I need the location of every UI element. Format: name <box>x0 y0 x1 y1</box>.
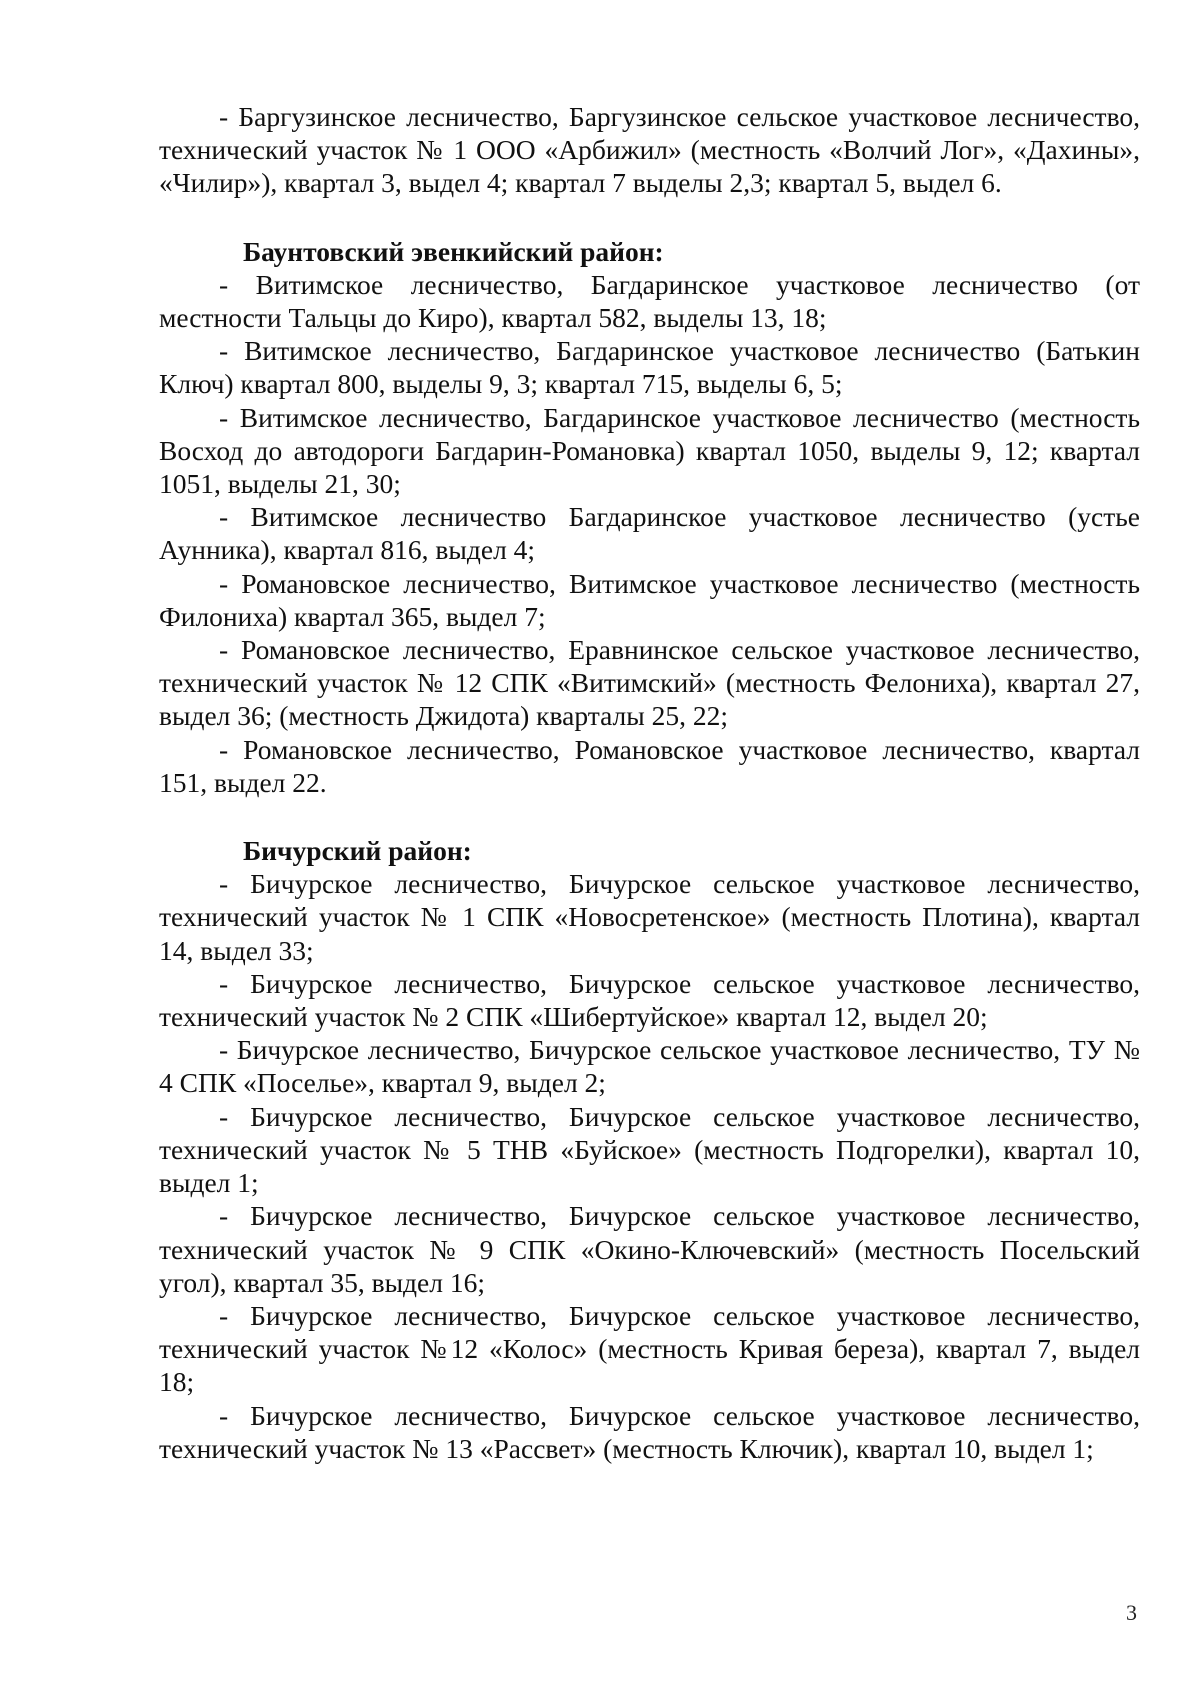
list-item: - Бичурское лесничество, Бичурское сельское участковое лесничество, технический участок № 13 «Рассвет» (местность Ключик), квартал 10, выдел 1; <box>159 1399 1140 1464</box>
list-item: - Витимское лесничество, Багдаринское участковое лесничество (Батькин Ключ) квартал 800, выделы 9, 3; квартал 715, выделы 6, 5; <box>159 335 1140 400</box>
section-heading-bichursky: Бичурский район: <box>243 835 472 867</box>
list-item: - Витимское лесничество, Багдаринское участковое лесничество (от местности Тальцы до Киро), квартал 582, выделы 13, 18; <box>159 268 1140 334</box>
intro-item: - Баргузинское лесничество, Баргузинское сельское участковое лесничество, технический участок № 1 ООО «Арбижил» (местность «Волчий Лог», «Дахины», «Чилир»), квартал 3, выдел 4; квартал 7 выделы 2,3; квартал 5, выдел 6. <box>159 101 1140 199</box>
section-heading-bauntovsky: Баунтовский эвенкийский район: <box>243 235 664 267</box>
list-item: - Бичурское лесничество, Бичурское сельское участковое лесничество, технический участок № 1 СПК «Новосретенское» (местность Плотина), квартал 14, выдел 33; <box>159 868 1140 966</box>
list-item: - Бичурское лесничество, Бичурское сельское участковое лесничество, технический участок № 2 СПК «Шибертуйское» квартал 12, выдел 20; <box>159 967 1140 1033</box>
list-item: - Бичурское лесничество, Бичурское сельское участковое лесничество, технический участок № 9 СПК «Окино-Ключевский» (местность Посельский угол), квартал 35, выдел 16; <box>159 1200 1140 1298</box>
list-item: - Витимское лесничество, Багдаринское участковое лесничество (местность Восход до автодороги Багдарин-Романовка) квартал 1050, выделы 9, 12; квартал 1051, выделы 21, 30; <box>159 401 1140 500</box>
document-page <box>159 100 1140 1465</box>
list-item: - Романовское лесничество, Еравнинское сельское участковое лесничество, технический участок № 12 СПК «Витимский» (местность Фелониха), квартал 27, выдел 36; (местность Джидота) кварталы 25, 22; <box>159 634 1140 732</box>
list-item: - Бичурское лесничество, Бичурское сельское участковое лесничество, ТУ № 4 СПК «Поселье», квартал 9, выдел 2; <box>159 1034 1140 1099</box>
list-item: - Витимское лесничество Багдаринское участковое лесничество (устье Аунника), квартал 816, выдел 4; <box>159 501 1140 566</box>
list-item: - Романовское лесничество, Романовское участковое лесничество, квартал 151, выдел 22. <box>159 733 1140 798</box>
list-item: - Романовское лесничество, Витимское участковое лесничество (местность Филониха) квартал 365, выдел 7; <box>159 567 1140 632</box>
page-number: 3 <box>1126 1600 1137 1625</box>
list-item: - Бичурское лесничество, Бичурское сельское участковое лесничество, технический участок № 5 ТНВ «Буйское» (местность Подгорелки), квартал 10, выдел 1; <box>159 1100 1140 1199</box>
list-item: - Бичурское лесничество, Бичурское сельское участковое лесничество, технический участок №12 «Колос» (местность Кривая береза), квартал 7, выдел 18; <box>159 1299 1140 1398</box>
